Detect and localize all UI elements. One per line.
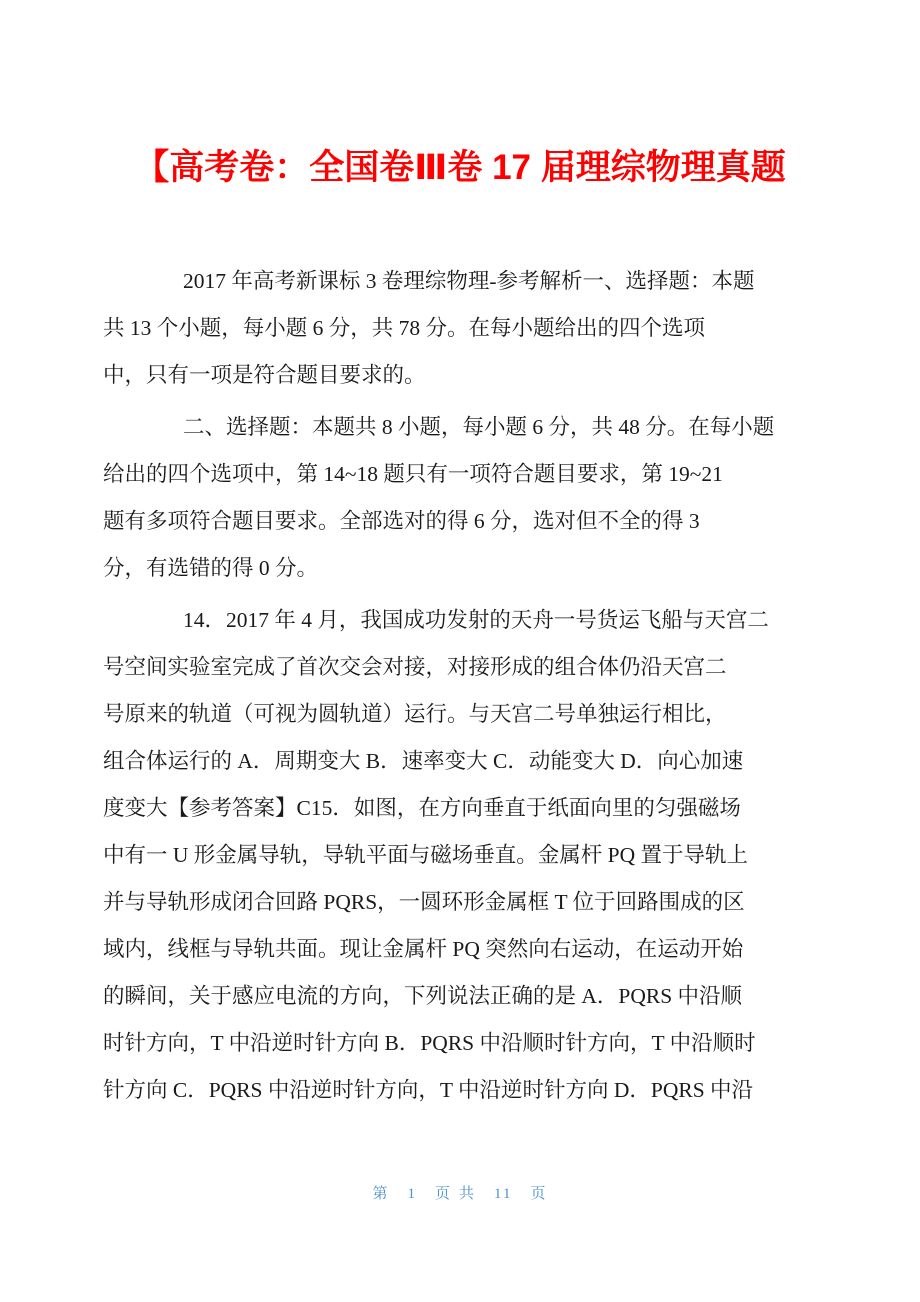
text-line: 给出的四个选项中，第 14~18 题只有一项符合题目要求，第 19~21 bbox=[103, 462, 723, 486]
text-line: 号原来的轨道（可视为圆轨道）运行。与天宫二号单独运行相比， bbox=[103, 702, 727, 726]
paragraph bbox=[103, 597, 819, 1114]
page-number-footer bbox=[0, 1183, 920, 1205]
text-line: 中，只有一项是符合题目要求的。 bbox=[103, 363, 426, 387]
text-line: 分，有选错的得 0 分。 bbox=[103, 556, 319, 580]
total-page-count: 11 bbox=[494, 1186, 513, 1202]
text-line: 2017 年高考新课标 3 卷理综物理-参考解析一、选择题：本题 bbox=[183, 269, 755, 293]
document-body bbox=[103, 258, 819, 1114]
text-line: 并与导轨形成闭合回路 PQRS，一圆环形金属框 T 位于回路围成的区 bbox=[103, 890, 745, 914]
paragraph bbox=[103, 258, 819, 399]
text-line: 时针方向，T 中沿逆时针方向 B．PQRS 中沿顺时针方向，T 中沿顺时 bbox=[103, 1031, 756, 1055]
text-line: 中有一 U 形金属导轨，导轨平面与磁场垂直。金属杆 PQ 置于导轨上 bbox=[103, 843, 749, 867]
current-page-number: 1 bbox=[407, 1186, 417, 1202]
footer-total-prefix-label: 共 bbox=[459, 1186, 477, 1202]
text-line: 号空间实验室完成了首次交会对接，对接形成的组合体仍沿天宫二 bbox=[103, 655, 727, 679]
text-line: 14．2017 年 4 月，我国成功发射的天舟一号货运飞船与天宫二 bbox=[183, 608, 769, 632]
footer-page-prefix-label: 第 bbox=[372, 1186, 390, 1202]
text-line: 针方向 C．PQRS 中沿逆时针方向，T 中沿逆时针方向 D．PQRS 中沿 bbox=[103, 1078, 754, 1102]
text-line: 共 13 个小题，每小题 6 分，共 78 分。在每小题给出的四个选项 bbox=[103, 316, 706, 340]
text-line: 的瞬间，关于感应电流的方向，下列说法正确的是 A．PQRS 中沿顺 bbox=[103, 984, 743, 1008]
text-line: 二、选择题：本题共 8 小题，每小题 6 分，共 48 分。在每小题 bbox=[183, 415, 775, 439]
footer-page-label: 页 bbox=[435, 1186, 453, 1202]
footer-page-suffix-label: 页 bbox=[530, 1186, 548, 1202]
paragraph bbox=[103, 404, 819, 592]
text-line: 题有多项符合题目要求。全部选对的得 6 分，选对但不全的得 3 bbox=[103, 509, 700, 533]
text-line: 域内，线框与导轨共面。现让金属杆 PQ 突然向右运动，在运动开始 bbox=[103, 937, 744, 961]
text-line: 度变大【参考答案】C15．如图，在方向垂直于纸面向里的匀强磁场 bbox=[103, 796, 741, 820]
text-line: 组合体运行的 A．周期变大 B．速率变大 C．动能变大 D．向心加速 bbox=[103, 749, 744, 773]
page-title: 【高考卷：全国卷Ⅲ卷 17 届理综物理真题 bbox=[134, 148, 786, 187]
